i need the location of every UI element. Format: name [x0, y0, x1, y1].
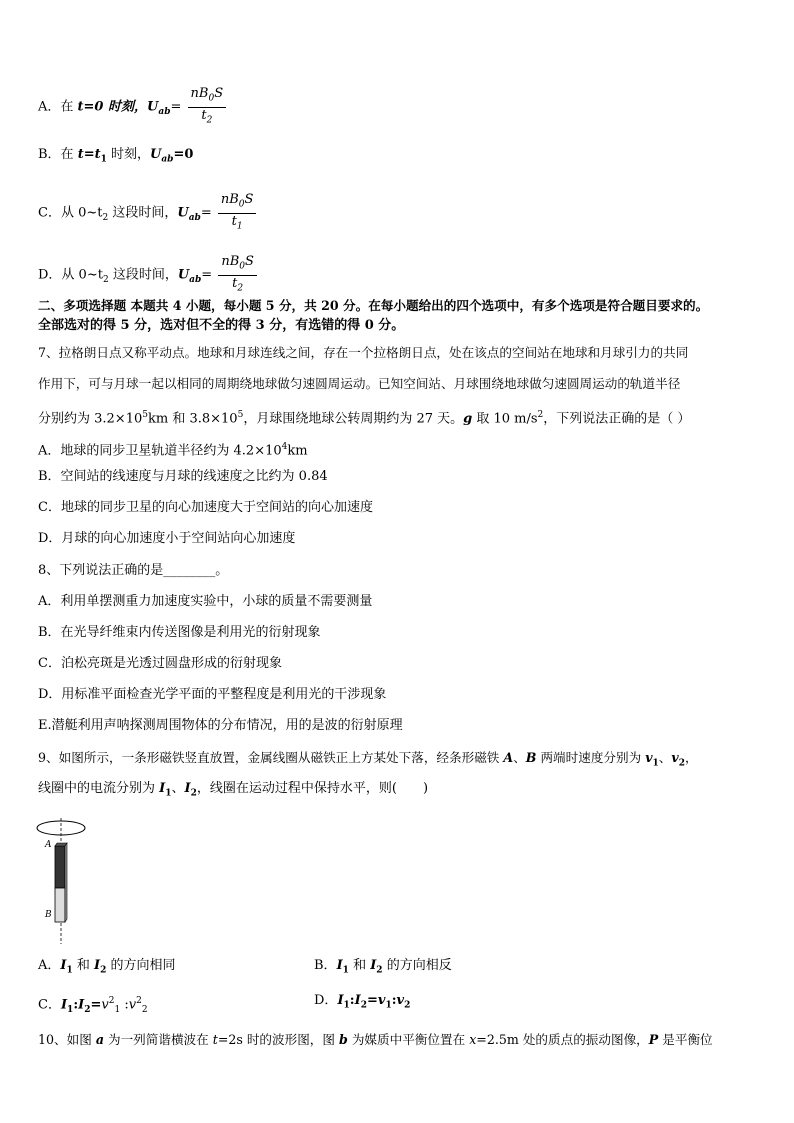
subscript: 1	[100, 154, 107, 165]
option-text: t=0 时刻，	[77, 99, 148, 115]
subscript: 1	[652, 758, 659, 769]
symbol: v	[671, 750, 679, 765]
magnet-coil-figure	[36, 818, 96, 950]
symbol: I	[336, 958, 343, 973]
symbol: v	[645, 750, 653, 765]
magnet-bottom-half	[55, 888, 65, 922]
section-heading-cont: 全部选对的得 5 分，选对但不全的得 3 分，有选错的得 0 分。	[38, 318, 405, 333]
q10-stem-line1	[38, 1031, 713, 1049]
option-text: :	[73, 997, 79, 1013]
superscript: 4	[281, 442, 288, 452]
subscript: ab	[189, 275, 202, 286]
fraction	[188, 86, 227, 128]
symbol: I	[60, 997, 68, 1013]
q7-option-d[interactable]: D．月球的向心加速度小于空间站向心加速度	[38, 531, 296, 546]
subscript: ab	[158, 107, 171, 118]
subscript: 1	[114, 1004, 121, 1015]
option-text: =0	[173, 147, 194, 162]
option-text: t=t	[77, 147, 101, 162]
text: 线圈中的电流分别为	[38, 781, 160, 796]
q8-option-e[interactable]: E.潜艇利用声呐探测周围物体的分布情况，用的是波的衍射原理	[38, 718, 403, 733]
option-text: C．	[38, 997, 61, 1013]
subscript: 2	[404, 1000, 411, 1011]
q6-option-b[interactable]	[38, 146, 193, 169]
symbol: v	[128, 997, 137, 1013]
option-text: C．从 0~t	[38, 205, 103, 221]
text: 、	[658, 750, 672, 765]
subscript: 2	[237, 283, 244, 294]
numerator: S	[245, 254, 254, 269]
subscript: 2	[376, 965, 383, 976]
subscript: 2	[360, 1000, 367, 1011]
symbol: I	[94, 958, 101, 973]
q7-stem-line2: 作用下，可与月球一起以相同的周期绕地球做匀速圆周运动。已知空间站、月球围绕地球做匀速圆周运动的轨道半径	[38, 376, 681, 391]
symbol: I	[78, 997, 85, 1013]
subscript: 0	[208, 93, 215, 104]
q6-option-c[interactable]	[38, 192, 256, 234]
q9-stem-line2	[38, 780, 428, 803]
text: 为一列简谐横波在	[103, 1032, 213, 1047]
symbol: I	[184, 781, 191, 796]
q9-option-b[interactable]	[314, 957, 452, 980]
magnet-top-half	[55, 846, 65, 888]
option-text: 时刻，	[106, 147, 150, 162]
symbol: v	[101, 997, 109, 1013]
subscript: 1	[67, 1004, 74, 1015]
text: 10、如图	[38, 1032, 96, 1047]
text: 分别约为 3.2×10	[38, 411, 143, 427]
option-text: 和	[353, 958, 371, 973]
q9-stem-line1	[38, 749, 698, 773]
text: 取 10 m/s	[472, 411, 538, 427]
option-text: D．	[314, 993, 338, 1008]
subscript: ab	[161, 154, 174, 165]
numerator: nB	[220, 192, 239, 207]
text: 、	[171, 781, 185, 796]
q6-option-a[interactable]	[38, 86, 226, 128]
option-text: =	[90, 997, 102, 1013]
symbol: b	[339, 1032, 348, 1047]
section-heading: 二、多项选择题 本题共 4 小题，每小题 5 分，共 20 分。在每小题给出的四个选项中，有多个选项是符合题目要求的。	[38, 298, 709, 313]
subscript: 1	[385, 1000, 392, 1011]
option-text: 和	[76, 958, 95, 973]
option-text: B．在	[38, 147, 78, 162]
symbol: U	[150, 147, 162, 162]
option-text: :	[124, 997, 129, 1013]
option-text: km	[287, 443, 308, 459]
text: ，月球围绕地球公转周期约为 27 天。	[243, 411, 464, 427]
subscript: 2	[141, 1004, 148, 1015]
numerator: nB	[221, 254, 240, 269]
symbol: I	[159, 781, 166, 796]
text: ，下列说法正确的是（ ）	[543, 411, 691, 427]
denominator: t	[201, 107, 207, 123]
denominator: t	[231, 213, 237, 229]
symbol: U	[147, 99, 159, 115]
symbol: I	[354, 993, 361, 1008]
symbol: v	[377, 993, 386, 1008]
q7-stem-line1: 7、拉格朗日点又称平动点。地球和月球连线之间，存在一个拉格朗日点，处在该点的空间站在地球和月球引力的共同	[38, 345, 689, 360]
text: ，线圈在运动过程中保持水平，则( )	[196, 781, 429, 796]
q8-option-a[interactable]: A．利用单摆测重力加速度实验中，小球的质量不需要测量	[38, 594, 373, 609]
numerator: S	[214, 86, 224, 101]
option-text: =	[200, 205, 212, 221]
symbol: U	[177, 205, 189, 221]
option-text: =	[201, 267, 213, 283]
subscript: 1	[343, 1000, 350, 1011]
q9-option-a[interactable]	[38, 957, 176, 980]
q6-option-d[interactable]	[38, 254, 257, 296]
text: ，	[684, 750, 698, 765]
text: km 和 3.8×10	[147, 411, 238, 427]
superscript: 5	[237, 410, 244, 420]
option-text: D．从 0~t	[38, 267, 103, 283]
symbol: B	[525, 750, 537, 765]
denominator: t	[232, 275, 238, 291]
symbol: t	[212, 1032, 218, 1047]
fraction	[218, 254, 257, 296]
subscript: ab	[188, 213, 201, 224]
text: 9、如图所示，一条形磁铁竖直放置，金属线圈从磁铁正上方某处下落，经条形磁铁	[38, 750, 504, 765]
subscript: 2	[206, 115, 213, 126]
option-text: :	[391, 993, 397, 1008]
subscript: 2	[102, 213, 109, 224]
subscript: 2	[100, 965, 107, 976]
q8-option-d[interactable]: D．用标准平面检查光学平面的平整程度是利用光的干涉现象	[38, 687, 387, 702]
subscript: 0	[239, 261, 246, 272]
superscript: 2	[108, 996, 115, 1006]
label-a: A	[45, 840, 52, 850]
option-text: A．地球的同步卫星轨道半径约为 4.2×10	[38, 443, 282, 459]
q7-option-c[interactable]: C．地球的同步卫星的向心加速度大于空间站的向心加速度	[38, 500, 373, 515]
symbol: x	[469, 1032, 477, 1047]
symbol: a	[95, 1032, 104, 1047]
option-text: 的方向相同	[106, 958, 176, 973]
subscript: 1	[236, 221, 243, 232]
q7-option-a[interactable]	[38, 438, 308, 460]
superscript: 2	[537, 410, 544, 420]
symbol: I	[337, 993, 344, 1008]
option-text: A．在	[38, 99, 78, 115]
q8-option-c[interactable]: C．泊松亮斑是光透过圆盘形成的衍射现象	[38, 656, 282, 671]
subscript: 2	[678, 758, 685, 769]
text: 两端时速度分别为	[536, 750, 646, 765]
symbol: v	[396, 993, 405, 1008]
subscript: 0	[238, 199, 245, 210]
subscript: 1	[165, 788, 172, 799]
symbol: g	[463, 411, 473, 427]
q9-option-c[interactable]	[38, 992, 148, 1019]
q8-option-b[interactable]: B．在光导纤维束内传送图像是利用光的衍射现象	[38, 625, 321, 640]
numerator: nB	[190, 86, 209, 101]
option-text: 的方向相反	[382, 958, 452, 973]
text: 为媒质中平衡位置在	[347, 1032, 470, 1047]
option-text: 这段时间，	[108, 205, 178, 221]
q7-stem-line3	[38, 406, 690, 428]
symbol: A	[503, 750, 514, 765]
superscript: 5	[142, 410, 148, 420]
symbol: I	[60, 958, 67, 973]
symbol: I	[370, 958, 377, 973]
numerator: S	[244, 192, 254, 207]
subscript: 2	[190, 788, 197, 799]
q7-option-b[interactable]: B．空间站的线速度与月球的线速度之比约为 0.84	[38, 469, 328, 484]
subscript: 1	[66, 965, 73, 976]
subscript: 2	[84, 1004, 91, 1015]
symbol: P	[648, 1032, 659, 1047]
fraction	[218, 192, 257, 234]
text: 、	[513, 750, 526, 765]
option-text: B．	[314, 958, 337, 973]
subscript: 2	[102, 275, 109, 286]
label-b: B	[45, 910, 52, 920]
option-text: =	[366, 993, 378, 1008]
subscript: 1	[342, 965, 349, 976]
q8-stem: 8、下列说法正确的是________。	[38, 563, 229, 578]
text: =2.5m 处的质点的振动图像，	[476, 1032, 649, 1047]
symbol: U	[177, 267, 190, 283]
option-text: :	[349, 993, 355, 1008]
text: 是平衡位	[658, 1032, 713, 1047]
text: =2s 时的波形图，图	[217, 1032, 340, 1047]
superscript: 2	[136, 996, 142, 1006]
option-text: A．	[38, 958, 61, 973]
option-text: =	[170, 99, 182, 115]
option-text: 这段时间，	[108, 267, 178, 283]
q9-option-d[interactable]	[314, 992, 410, 1015]
